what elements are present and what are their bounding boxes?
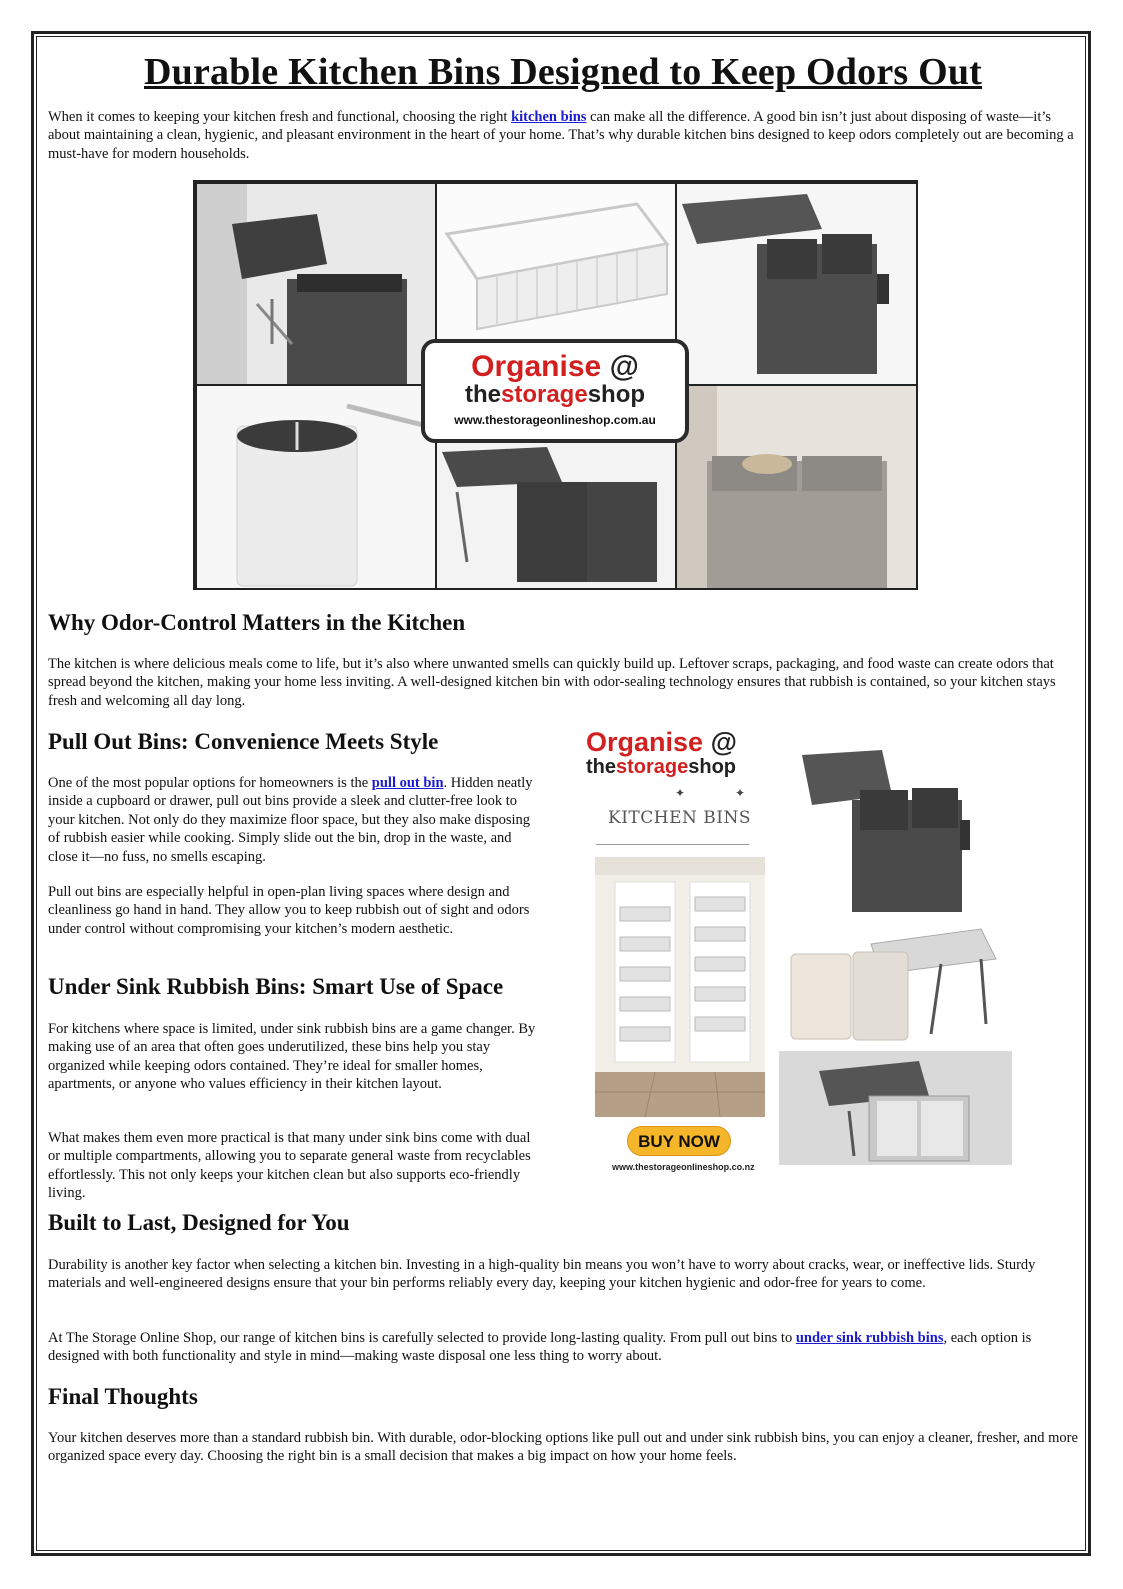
pull-out-paragraph-2: Pull out bins are especially helpful in open-plan living spaces where design and cleanliness go hand in hand. They allow you to keep rubbish out of sight and odors under control without compromising your kitchen’s modern aesthetic. xyxy=(48,884,530,937)
collage-image-grey-bins xyxy=(677,386,916,588)
double-bin-illustration xyxy=(677,184,916,384)
section-heading-odor-control: Why Odor-Control Matters in the Kitchen xyxy=(48,610,466,635)
white-bin-illustration xyxy=(197,386,435,588)
side-logo-organise xyxy=(586,728,737,756)
intro-text-2: can make all the difference. A good bin isn’t just about disposing of waste—it’s about maintaining a clean, hygienic, and pleasant environment in the heart of your home. That’s why durable kitchen bins designed to keep odors completely out are becoming a must-have for modern households. xyxy=(48,109,1074,162)
side-image-pantry xyxy=(595,857,765,1117)
side-logo-shop-text: shop xyxy=(688,756,737,778)
logo-shop-line xyxy=(425,383,685,407)
logo-shop-text: shop xyxy=(587,381,646,408)
built-to-last-paragraph-2 xyxy=(48,1329,1078,1366)
side-logo-at: @ xyxy=(710,727,737,757)
built-to-last-text-2: , each option is designed with both functionality and style in mind—making waste disposal one less thing to worry about. xyxy=(48,1330,1032,1365)
side-image-cream-bin xyxy=(781,924,1001,1046)
logo-organise-line xyxy=(425,351,685,383)
collage-image-pullout-cabinet xyxy=(197,184,435,384)
final-thoughts-paragraph: Your kitchen deserves more than a standard rubbish bin. With durable, odor-blocking options like pull out and under sink rubbish bins, you can enjoy a cleaner, fresher, and more organized space every day. Choosing the right bin is a small decision that makes a big impact on how your home feels. xyxy=(48,1430,1078,1465)
collage-image-dual-bin xyxy=(437,442,675,588)
intro-paragraph xyxy=(48,108,1078,163)
side-logo-shop xyxy=(586,756,736,779)
brand-logo-hero xyxy=(421,339,689,443)
logo-the-text: the xyxy=(464,381,501,408)
kitchen-bins-link[interactable]: kitchen bins xyxy=(511,109,587,125)
dark-bin-illustration xyxy=(772,750,1004,915)
section-heading-final-thoughts: Final Thoughts xyxy=(48,1384,198,1409)
wire-basket-illustration xyxy=(437,184,675,339)
side-logo-storage: storage xyxy=(616,756,689,778)
logo-storage-text: storage xyxy=(500,381,588,408)
pull-out-text-2: . Hidden neatly inside a cupboard or drawer, pull out bins provide a sleek and clutter-free look to your kitchen. Not only do they maximize floor space, but they also make disposing of rubbish easier while cooking. Simply slide out the bin, drop in the waste, and close it—no fuss, no smells escaping. xyxy=(48,775,533,865)
section-heading-pull-out-bins: Pull Out Bins: Convenience Meets Style xyxy=(48,729,439,754)
under-sink-paragraph-2: What makes them even more practical is that many under sink bins come with dual or multiple compartments, allowing you to separate general waste from recyclables effortlessly. This not only keeps your kitchen clean but also supports eco-friendly living. xyxy=(48,1130,531,1202)
built-to-last-text-1: At The Storage Online Shop, our range of kitchen bins is carefully selected to provide long-lasting quality. From pull out bins to xyxy=(48,1330,796,1346)
sparkle-icon-right: ✦ xyxy=(735,786,746,800)
side-promo-collage xyxy=(583,724,1015,1184)
logo-url: www.thestorageonlineshop.com.au xyxy=(454,413,656,427)
intro-text-1: When it comes to keeping your kitchen fresh and functional, choosing the right xyxy=(48,109,512,125)
side-promo-url: www.thestorageonlineshop.co.nz xyxy=(612,1162,755,1172)
side-image-stainless-bin xyxy=(779,1051,1012,1165)
pantry-illustration xyxy=(595,857,765,1117)
under-sink-rubbish-bins-link[interactable]: under sink rubbish bins xyxy=(795,1330,944,1346)
pull-out-bin-link[interactable]: pull out bin xyxy=(371,775,444,791)
collage-image-white-bin xyxy=(197,386,435,588)
side-logo-organise-text: Organise xyxy=(586,727,704,757)
side-logo-the: the xyxy=(586,756,616,778)
buy-now-button[interactable]: BUY NOW xyxy=(627,1126,731,1156)
section-heading-under-sink: Under Sink Rubbish Bins: Smart Use of Space xyxy=(48,974,504,999)
stainless-bin-illustration xyxy=(779,1051,1012,1165)
built-to-last-paragraph-1: Durability is another key factor when selecting a kitchen bin. Investing in a high-quality bin means you won’t have to worry about cracks, wear, or ineffective lids. Sturdy materials and well-engineered designs ensure that your bin performs reliably every day, keeping your kitchen hygienic and odor-free for years to come. xyxy=(48,1257,1036,1292)
kitchen-bins-category-label: KITCHEN BINS xyxy=(608,808,752,828)
under-sink-paragraph-1: For kitchens where space is limited, under sink rubbish bins are a game changer. By making use of an area that often goes underutilized, these bins help you stay organized while keeping odors contained. They’re ideal for smaller homes, apartments, or anyone who values efficiency in their kitchen layout. xyxy=(48,1021,536,1093)
pullout-bin-illustration xyxy=(197,184,435,384)
cream-bin-illustration xyxy=(781,924,1001,1046)
grey-bins-illustration xyxy=(677,386,916,588)
section-odor-control-paragraph: The kitchen is where delicious meals come to life, but it’s also where unwanted smells can quickly build up. Leftover scraps, packaging, and food waste can create odors that spread beyond the kitchen, making your home less inviting. A well-designed kitchen bin with odor-sealing technology ensures that rubbish is contained, so your kitchen stays fresh and welcoming all day long. xyxy=(48,656,1056,709)
section-heading-built-to-last: Built to Last, Designed for You xyxy=(48,1210,350,1235)
side-image-dark-bin xyxy=(772,750,1004,915)
logo-at-symbol: @ xyxy=(609,350,639,383)
dual-bin-illustration xyxy=(437,442,675,588)
pull-out-text-1: One of the most popular options for homeowners is the xyxy=(48,775,372,791)
pull-out-paragraph-1 xyxy=(48,774,538,866)
page-title: Durable Kitchen Bins Designed to Keep Odors Out xyxy=(143,51,983,93)
logo-organise-text: Organise xyxy=(471,350,602,383)
sparkle-icon-left: ✦ xyxy=(675,786,686,800)
collage-image-wire-basket xyxy=(437,184,675,339)
collage-image-double-bin xyxy=(677,184,916,384)
side-divider xyxy=(596,844,749,845)
